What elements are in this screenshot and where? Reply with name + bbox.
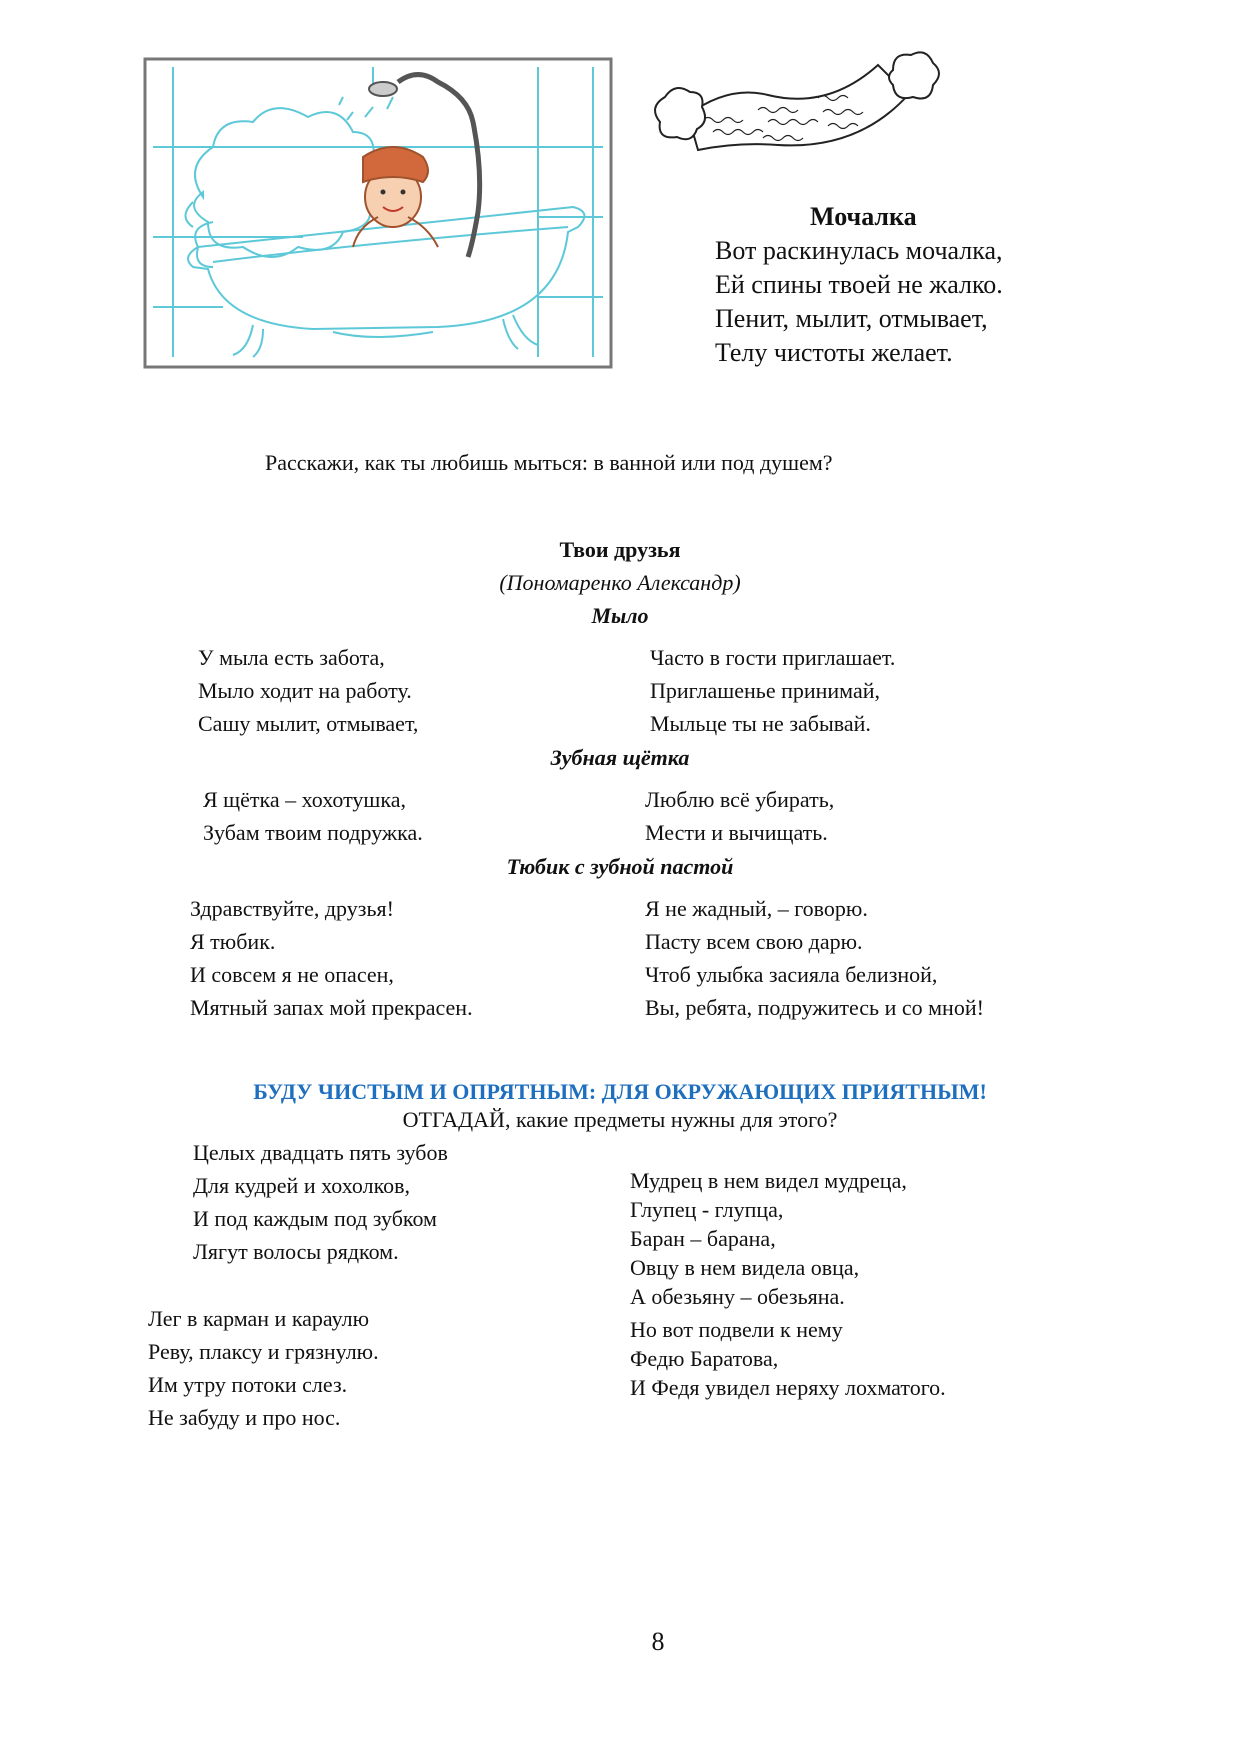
poem-line: Лягут волосы рядком. xyxy=(193,1239,399,1264)
soap-heading: Мыло xyxy=(591,603,649,628)
poem-line: Мести и вычищать. xyxy=(645,820,828,845)
poem-line: И под каждым под зубком xyxy=(193,1206,437,1231)
poem-line: Телу чистоты желает. xyxy=(715,338,953,367)
poem-line: Сашу мылит, отмывает, xyxy=(198,711,419,736)
poem-line: Я не жадный, – говорю. xyxy=(645,896,868,921)
poem-line: Зубам твоим подружка. xyxy=(203,820,423,845)
poem-line: Часто в гости приглашает. xyxy=(650,645,896,670)
tube-left-column xyxy=(190,892,473,1024)
poem-line: Здравствуйте, друзья! xyxy=(190,896,394,921)
poem-line: Люблю всё убирать, xyxy=(645,787,835,812)
mochalka-poem xyxy=(715,234,1003,370)
tube-heading: Тюбик с зубной пастой xyxy=(506,854,734,879)
poem-line: Им утру потоки слез. xyxy=(148,1372,348,1397)
poem-line: Чтоб улыбка засияла белизной, xyxy=(645,962,938,987)
poem-line: Но вот подвели к нему xyxy=(630,1317,843,1342)
poem-line: Пенит, мылит, отмывает, xyxy=(715,304,988,333)
poem-line: Я щётка – хохотушка, xyxy=(203,787,406,812)
poem-line: Овцу в нем видела овца, xyxy=(630,1255,860,1280)
friends-author: (Пономаренко Александр) xyxy=(499,570,741,595)
riddle-prompt: ОТГАДАЙ, какие предметы нужны для этого? xyxy=(402,1107,838,1132)
riddle-comb xyxy=(193,1136,448,1268)
poem-line: Глупец - глупца, xyxy=(630,1197,784,1222)
brush-heading: Зубная щётка xyxy=(550,745,690,770)
mochalka-title: Мочалка xyxy=(810,202,917,231)
poem-line: И совсем я не опасен, xyxy=(190,962,394,987)
poem-line: Баран – барана, xyxy=(630,1226,776,1251)
soap-right-column xyxy=(650,641,895,740)
brush-right-column xyxy=(645,783,834,849)
question-text: Расскажи, как ты любишь мыться: в ванной или под душем? xyxy=(265,450,833,475)
soap-left-column xyxy=(198,641,418,740)
poem-line: Федю Баратова, xyxy=(630,1346,779,1371)
poem-line: Пасту всем свою дарю. xyxy=(645,929,863,954)
tube-right-column xyxy=(645,892,984,1024)
washcloth-illustration xyxy=(648,50,940,180)
poem-line: Реву, плаксу и грязнулю. xyxy=(148,1339,379,1364)
poem-line: И Федя увидел неряху лохматого. xyxy=(630,1375,946,1400)
poem-line: Мудрец в нем видел мудреца, xyxy=(630,1168,907,1193)
friends-title: Твои друзья xyxy=(559,537,681,562)
poem-line: А обезьяну – обезьяна. xyxy=(630,1284,845,1309)
page-number: 8 xyxy=(651,1627,665,1656)
slogan-heading: БУДУ ЧИСТЫМ И ОПРЯТНЫМ: ДЛЯ ОКРУЖАЮЩИХ ПРИЯТНЫМ! xyxy=(253,1079,987,1104)
poem-line: Для кудрей и хохолков, xyxy=(193,1173,411,1198)
riddle-handkerchief xyxy=(148,1302,379,1434)
brush-left-column xyxy=(203,783,423,849)
poem-line: Мятный запах мой прекрасен. xyxy=(190,995,473,1020)
poem-line: Не забуду и про нос. xyxy=(148,1405,341,1430)
poem-line: Вот раскинулась мочалка, xyxy=(715,236,1003,265)
poem-line: Ей спины твоей не жалко. xyxy=(715,270,1003,299)
poem-line: Приглашенье принимай, xyxy=(650,678,880,703)
poem-line: У мыла есть забота, xyxy=(198,645,385,670)
poem-line: Мыльце ты не забывай. xyxy=(650,711,871,736)
bath-illustration xyxy=(143,57,615,372)
riddle-mirror xyxy=(630,1166,946,1402)
poem-line: Лег в карман и караулю xyxy=(148,1306,370,1331)
poem-line: Целых двадцать пять зубов xyxy=(193,1140,448,1165)
poem-line: Я тюбик. xyxy=(190,929,276,954)
poem-line: Вы, ребята, подружитесь и со мной! xyxy=(645,995,984,1020)
poem-line: Мыло ходит на работу. xyxy=(198,678,412,703)
